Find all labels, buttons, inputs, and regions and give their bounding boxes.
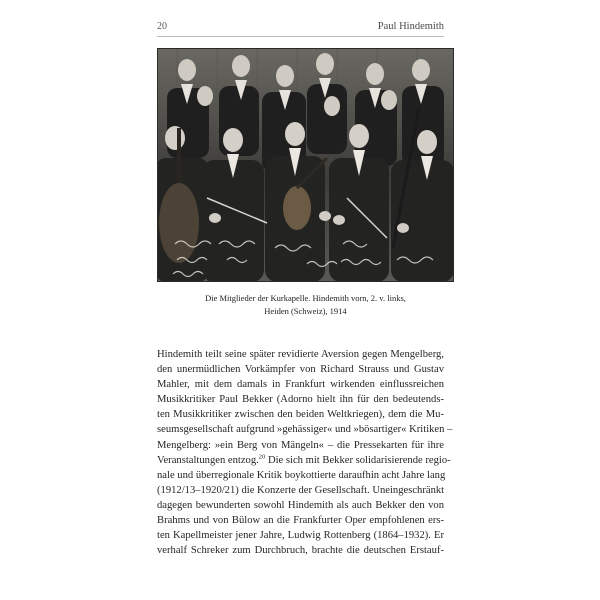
text-line: (1912/13–1920/21) die Konzerte der Gesellschaft. Uneingeschränkt <box>157 484 445 496</box>
text-line: seumsgesellschaft aufgrund »gehässiger« und »bösartiger« Kritiken – <box>157 424 453 436</box>
text-line-with-footnote <box>157 453 451 468</box>
orchestra-group-photo-icon <box>157 48 454 282</box>
caption-line: Heiden (Schweiz), 1914 <box>264 305 347 316</box>
text-line: dagegen bewunderten sowohl Hindemith als auch Bekker den von <box>157 499 444 511</box>
orchestra-photo <box>157 48 454 282</box>
text-line: den unermüdlichen Vorkämpfer von Richard Strauss und Gustav <box>157 364 444 376</box>
text-line: Musikkritiker Paul Bekker (Adorno hielt ihn für den bedeutends- <box>157 394 444 406</box>
body-paragraph <box>157 347 453 558</box>
page-header <box>157 21 444 37</box>
text-line: nale und überregionale Kritik boykottierte daraufhin acht Jahre lang <box>157 469 446 481</box>
text-line: Hindemith teilt seine später revidierte Aversion gegen Mengelberg, <box>157 349 444 360</box>
footnote-marker[interactable]: 20 <box>258 453 266 461</box>
caption-line: Die Mitglieder der Kurkapelle. Hindemith vorn, 2. v. links, <box>205 293 406 303</box>
page-number: 20 <box>157 21 167 32</box>
text-line: Mengelberg: »ein Berg von Mängeln« – die Pressekarten für ihre <box>157 439 444 451</box>
photo-caption <box>157 292 454 317</box>
text-line: verhalf Schreker zum Durchbruch, brachte die deutschen Erstauf- <box>157 545 444 557</box>
text-line: Brahms und von Bülow an die Frankfurter Oper empfohlenen ers- <box>157 515 444 527</box>
text-line: Mahler, mit dem damals in Frankfurt wirkenden einflussreichen <box>157 379 444 391</box>
header-rule <box>157 36 444 37</box>
text-segment: Die sich mit Bekker solidarisierende regio- <box>267 454 451 466</box>
text-line: ten Kapellmeister jener Jahre, Ludwig Rottenberg (1864–1932). Er <box>157 530 444 542</box>
text-line: ten Musikkritiker zwischen den beiden Weltkriegen), dem die Mu- <box>157 409 444 421</box>
text-segment: Veranstaltungen entzog. <box>157 454 259 466</box>
running-head: Paul Hindemith <box>377 21 444 32</box>
